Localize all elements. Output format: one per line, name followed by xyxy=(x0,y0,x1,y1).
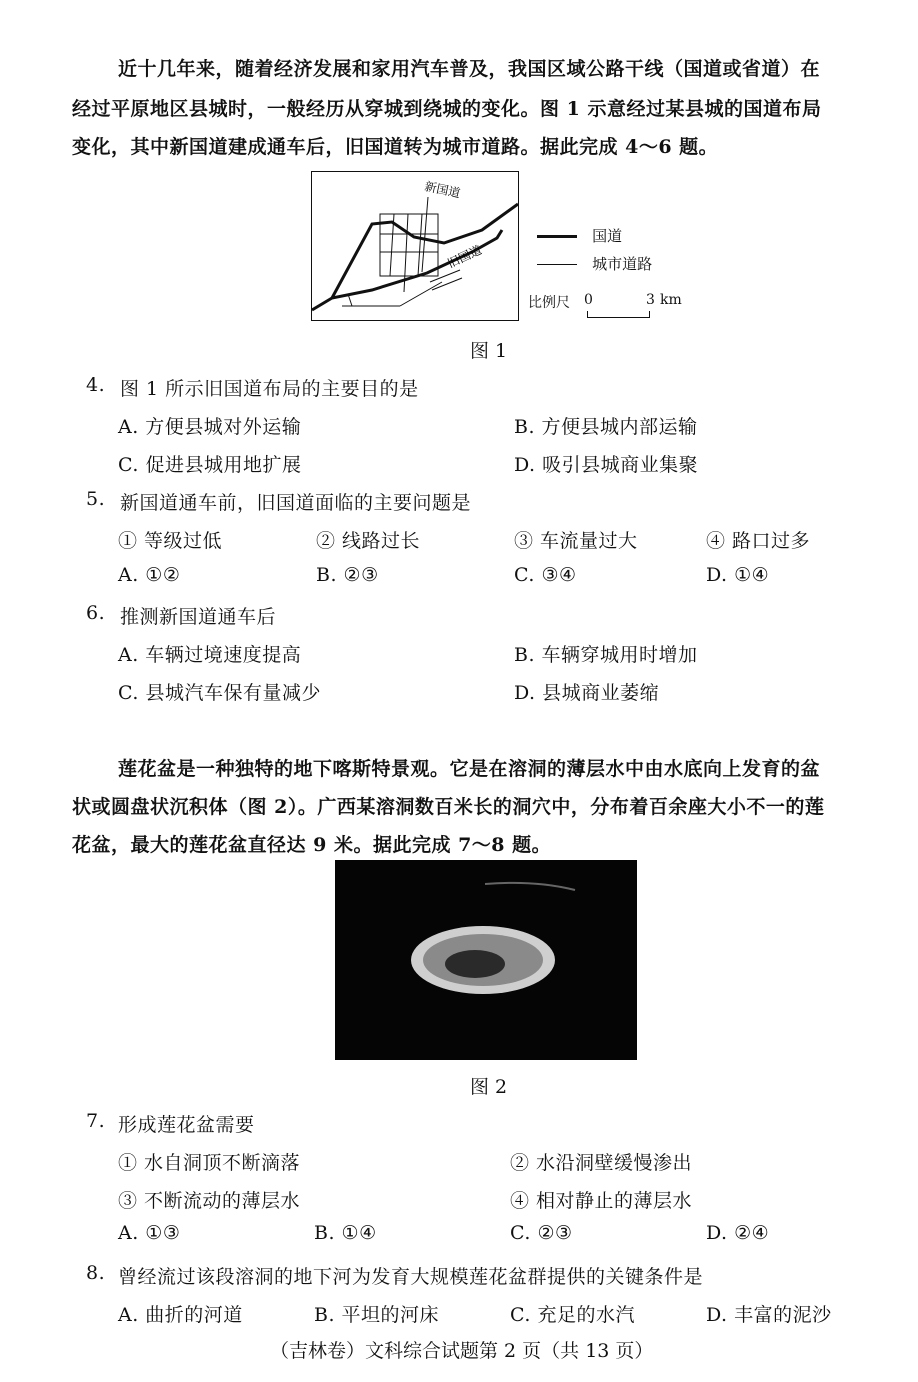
q7-option-b[interactable]: B. ①④ xyxy=(314,1222,377,1244)
q5-option-c[interactable]: C. ③④ xyxy=(514,564,577,586)
q5-stem: 新国道通车前，旧国道面临的主要问题是 xyxy=(120,492,472,514)
legend-city-label: 城市道路 xyxy=(592,255,653,273)
q4-number: 4. xyxy=(86,374,106,396)
scale-zero: 0 xyxy=(584,292,593,308)
figure1-map xyxy=(311,171,519,321)
q5-option-b[interactable]: B. ②③ xyxy=(316,564,379,586)
q6-option-a[interactable]: A. 车辆过境速度提高 xyxy=(118,644,302,666)
q8-option-d[interactable]: D. 丰富的泥沙 xyxy=(706,1304,832,1326)
road-map-drawing xyxy=(312,172,518,320)
q5-item-4: ④ 路口过多 xyxy=(706,530,811,552)
q6-number: 6. xyxy=(86,602,106,624)
legend-national-label: 国道 xyxy=(592,227,623,245)
figure1-caption: 图 1 xyxy=(470,340,508,362)
q8-option-b[interactable]: B. 平坦的河床 xyxy=(314,1304,440,1326)
q8-number: 8. xyxy=(86,1262,106,1284)
intro2-line-1: 莲花盆是一种独特的地下喀斯特景观。它是在溶洞的薄层水中由水底向上发育的盆 xyxy=(118,758,821,780)
q7-number: 7. xyxy=(86,1110,106,1132)
scale-line xyxy=(587,311,650,318)
q4-stem: 图 1 所示旧国道布局的主要目的是 xyxy=(120,378,419,400)
legend-national-road xyxy=(537,225,623,246)
lotus-basin-image xyxy=(335,860,637,1060)
q7-stem: 形成莲花盆需要 xyxy=(118,1114,255,1136)
page-footer: （吉林卷）文科综合试题第 2 页（共 13 页） xyxy=(270,1340,654,1362)
q7-option-a[interactable]: A. ①③ xyxy=(118,1222,181,1244)
q6-option-d[interactable]: D. 县城商业萎缩 xyxy=(514,682,660,704)
q7-item-4: ④ 相对静止的薄层水 xyxy=(510,1190,693,1212)
q4-option-c[interactable]: C. 促进县城用地扩展 xyxy=(118,454,302,476)
q5-item-3: ③ 车流量过大 xyxy=(514,530,638,552)
q7-option-c[interactable]: C. ②③ xyxy=(510,1222,573,1244)
label-old-road: 旧国道 xyxy=(445,242,484,271)
scale-max: 3 xyxy=(646,292,655,308)
q7-item-1: ① 水自洞顶不断滴落 xyxy=(118,1152,301,1174)
intro1-line-2: 经过平原地区县城时，一般经历从穿城到绕城的变化。图 1 示意经过某县城的国道布局 xyxy=(72,98,822,120)
legend-city-road xyxy=(537,253,653,274)
intro1-line-1: 近十几年来，随着经济发展和家用汽车普及，我国区域公路干线（国道或省道）在 xyxy=(118,58,821,80)
q6-option-b[interactable]: B. 车辆穿城用时增加 xyxy=(514,644,698,666)
label-new-road: 新国道 xyxy=(423,179,462,201)
q4-option-d[interactable]: D. 吸引县城商业集聚 xyxy=(514,454,699,476)
q8-option-a[interactable]: A. 曲折的河道 xyxy=(118,1304,243,1326)
scale-bar xyxy=(528,292,682,312)
q7-item-2: ② 水沿洞壁缓慢渗出 xyxy=(510,1152,693,1174)
scale-unit: km xyxy=(660,292,682,308)
q5-item-2: ② 线路过长 xyxy=(316,530,421,552)
scale-label: 比例尺 xyxy=(528,295,570,311)
q7-option-d[interactable]: D. ②④ xyxy=(706,1222,770,1244)
q5-option-a[interactable]: A. ①② xyxy=(118,564,181,586)
intro2-line-3: 花盆，最大的莲花盆直径达 9 米。据此完成 7～8 题。 xyxy=(72,834,552,856)
figure2-photo xyxy=(335,860,637,1060)
thin-line-symbol xyxy=(537,264,577,265)
q6-option-c[interactable]: C. 县城汽车保有量减少 xyxy=(118,682,321,704)
q4-option-a[interactable]: A. 方便县城对外运输 xyxy=(118,416,302,438)
q5-option-d[interactable]: D. ①④ xyxy=(706,564,770,586)
intro1-line-3: 变化，其中新国道建成通车后，旧国道转为城市道路。据此完成 4～6 题。 xyxy=(72,136,719,158)
q8-option-c[interactable]: C. 充足的水汽 xyxy=(510,1304,635,1326)
intro2-line-2: 状或圆盘状沉积体（图 2）。广西某溶洞数百米长的洞穴中，分布着百余座大小不一的莲 xyxy=(72,796,825,818)
q5-number: 5. xyxy=(86,488,106,510)
figure2-caption: 图 2 xyxy=(470,1076,508,1098)
q8-stem: 曾经流过该段溶洞的地下河为发育大规模莲花盆群提供的关键条件是 xyxy=(118,1266,704,1288)
q6-stem: 推测新国道通车后 xyxy=(120,606,277,628)
q5-item-1: ① 等级过低 xyxy=(118,530,223,552)
q7-item-3: ③ 不断流动的薄层水 xyxy=(118,1190,301,1212)
q4-option-b[interactable]: B. 方便县城内部运输 xyxy=(514,416,698,438)
thick-line-symbol xyxy=(537,235,577,238)
